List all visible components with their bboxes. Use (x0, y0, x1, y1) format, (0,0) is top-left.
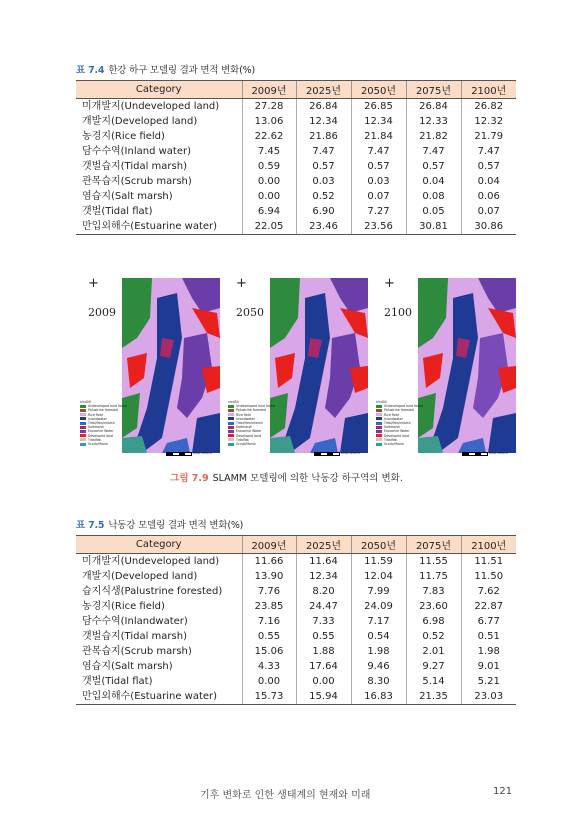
table-row (76, 644, 516, 659)
value-cell: 2.01 (406, 644, 461, 659)
legend-label: Saltmarsh (236, 425, 253, 430)
scale-bar-label: Kilometers (193, 451, 212, 455)
legend-label: Palustrine forested (384, 408, 414, 413)
value-cell: 0.03 (351, 174, 406, 189)
scale-bar (314, 452, 340, 456)
column-header-year: 2075년 (406, 81, 461, 99)
value-cell: 26.82 (461, 99, 516, 115)
table-7-5-caption (76, 517, 243, 531)
table-row (76, 219, 516, 235)
column-header-year: 2075년 (406, 536, 461, 554)
value-cell: 7.62 (461, 584, 516, 599)
value-cell: 12.33 (406, 114, 461, 129)
value-cell: 12.34 (296, 114, 351, 129)
column-header-year: 2100년 (461, 536, 516, 554)
table-row (76, 584, 516, 599)
table-number: 표 7.4 (76, 65, 105, 76)
value-cell: 12.32 (461, 114, 516, 129)
north-marker-icon: + (384, 276, 395, 291)
table-row (76, 189, 516, 204)
value-cell: 12.34 (351, 114, 406, 129)
legend-swatch (80, 434, 86, 437)
land-cover-map (122, 278, 220, 453)
legend-swatch (228, 434, 234, 437)
table-row (76, 554, 516, 570)
value-cell: 24.09 (351, 599, 406, 614)
legend-swatch (228, 430, 234, 433)
value-cell: 23.60 (406, 599, 461, 614)
table-7-4-caption (76, 62, 255, 76)
row-category-cell: 담수수역(Inland water) (82, 146, 191, 157)
column-header-year: 2009년 (242, 81, 296, 99)
legend-swatch (376, 434, 382, 437)
legend-label: Estuarine Water (88, 429, 114, 434)
value-cell: 7.16 (242, 614, 296, 629)
value-cell: 7.47 (351, 144, 406, 159)
column-header-year: 2025년 (296, 536, 351, 554)
legend-label: Developed land (236, 433, 262, 438)
row-category-cell: 염습지(Salt marsh) (82, 191, 173, 202)
table-row (76, 569, 516, 584)
north-marker-icon: + (88, 276, 99, 291)
table-row (76, 99, 516, 115)
value-cell: 12.34 (296, 569, 351, 584)
value-cell: 7.99 (351, 584, 406, 599)
value-cell: 9.27 (406, 659, 461, 674)
column-header-year: 2050년 (351, 536, 406, 554)
value-cell: 0.04 (406, 174, 461, 189)
legend-label: Inlandwater (236, 416, 255, 421)
row-category-cell: 갯벌습지(Tidal marsh) (82, 631, 187, 642)
legend-swatch (80, 405, 86, 408)
map-legend (376, 400, 423, 446)
column-header-year: 2100년 (461, 81, 516, 99)
legend-swatch (228, 422, 234, 425)
figure-7-9-caption (0, 470, 573, 484)
value-cell: 22.87 (461, 599, 516, 614)
table-row (76, 674, 516, 689)
legend-swatch (228, 438, 234, 441)
value-cell: 27.28 (242, 99, 296, 115)
value-cell: 23.85 (242, 599, 296, 614)
legend-swatch (376, 422, 382, 425)
column-header-year: 2009년 (242, 536, 296, 554)
legend-label: Tidal/freshmarsh (236, 421, 263, 426)
legend-swatch (376, 413, 382, 416)
value-cell: 0.57 (351, 159, 406, 174)
legend-swatch (80, 409, 86, 412)
value-cell: 26.84 (406, 99, 461, 115)
scale-bar-label: Kilometers (341, 451, 360, 455)
value-cell: 4.33 (242, 659, 296, 674)
legend-swatch (80, 426, 86, 429)
value-cell: 7.47 (461, 144, 516, 159)
value-cell: 9.01 (461, 659, 516, 674)
value-cell: 24.47 (296, 599, 351, 614)
row-category-cell: 미개발지(Undeveloped land) (82, 556, 220, 567)
value-cell: 26.84 (296, 99, 351, 115)
value-cell: 6.94 (242, 204, 296, 219)
value-cell: 0.00 (242, 174, 296, 189)
legend-label: Tidal/freshmarsh (384, 421, 411, 426)
legend-label: Inlandwater (384, 416, 403, 421)
legend-title: nlcd09 (80, 400, 91, 404)
legend-swatch (80, 422, 86, 425)
row-category-cell: 담수수역(Inlandwater) (82, 616, 188, 627)
value-cell: 21.79 (461, 129, 516, 144)
legend-swatch (376, 443, 382, 446)
value-cell: 23.03 (461, 689, 516, 705)
value-cell: 0.00 (242, 189, 296, 204)
figure-number: 그림 7.9 (170, 473, 209, 484)
value-cell: 0.07 (351, 189, 406, 204)
legend-label: Tidalflat (88, 437, 101, 442)
running-footer-title: 기후 변화로 인한 생태계의 현재와 미래 (200, 790, 371, 801)
row-category-cell: 갯벌(Tidal flat) (82, 676, 153, 687)
row-category-cell: 농경지(Rice field) (82, 601, 165, 612)
value-cell: 21.82 (406, 129, 461, 144)
value-cell: 13.90 (242, 569, 296, 584)
table-title: 낙동강 모델링 결과 면적 변화(%) (108, 520, 244, 531)
column-header-year: 2025년 (296, 81, 351, 99)
scale-bar-label: Kilometers (489, 451, 508, 455)
value-cell: 16.83 (351, 689, 406, 705)
map-legend (228, 400, 275, 446)
legend-label: Developed land (384, 433, 410, 438)
legend-label: Tidal/freshmarsh (88, 421, 115, 426)
legend-label: Scrub/Marsh (88, 442, 108, 447)
legend-label: Saltmarsh (88, 425, 105, 430)
value-cell: 15.73 (242, 689, 296, 705)
value-cell: 6.77 (461, 614, 516, 629)
value-cell: 1.98 (461, 644, 516, 659)
value-cell: 11.51 (461, 554, 516, 570)
row-category-cell: 개발지(Developed land) (82, 116, 198, 127)
row-category-cell: 관목습지(Scrub marsh) (82, 176, 192, 187)
value-cell: 0.06 (461, 189, 516, 204)
figure-7-9 (76, 270, 526, 460)
legend-swatch (80, 430, 86, 433)
value-cell: 0.03 (296, 174, 351, 189)
value-cell: 0.07 (461, 204, 516, 219)
value-cell: 11.64 (296, 554, 351, 570)
legend-label: Scrub/Marsh (384, 442, 404, 447)
legend-label: Rice field (88, 412, 103, 417)
value-cell: 0.59 (242, 159, 296, 174)
legend-swatch (376, 405, 382, 408)
figure-title: SLAMM 모델링에 의한 낙동강 하구역의 변화. (212, 473, 403, 484)
legend-label: Rice field (384, 412, 399, 417)
page-number: 121 (493, 786, 513, 797)
legend-swatch (228, 417, 234, 420)
table-row (76, 614, 516, 629)
value-cell: 7.33 (296, 614, 351, 629)
row-category-cell: 갯벌(Tidal flat) (82, 206, 153, 217)
value-cell: 11.55 (406, 554, 461, 570)
legend-swatch (228, 413, 234, 416)
value-cell: 12.04 (351, 569, 406, 584)
land-cover-map (270, 278, 368, 453)
table-title: 한강 하구 모델링 결과 면적 변화(%) (108, 65, 255, 76)
value-cell: 1.98 (351, 644, 406, 659)
value-cell: 0.57 (296, 159, 351, 174)
legend-label: Saltmarsh (384, 425, 401, 430)
legend-swatch (80, 443, 86, 446)
legend-swatch (228, 405, 234, 408)
legend-swatch (376, 430, 382, 433)
table-row (76, 689, 516, 705)
value-cell: 7.76 (242, 584, 296, 599)
legend-label: Undeveloped land forest (384, 404, 424, 409)
map-year-label: 2009 (88, 306, 116, 319)
value-cell: 15.94 (296, 689, 351, 705)
value-cell: 23.46 (296, 219, 351, 235)
value-cell: 7.27 (351, 204, 406, 219)
scale-bar (462, 452, 488, 456)
value-cell: 11.50 (461, 569, 516, 584)
value-cell: 7.17 (351, 614, 406, 629)
value-cell: 13.06 (242, 114, 296, 129)
value-cell: 0.00 (296, 674, 351, 689)
legend-label: Estuarine Water (236, 429, 262, 434)
value-cell: 0.57 (406, 159, 461, 174)
table-row (76, 599, 516, 614)
row-category-cell: 습지식생(Palustrine forested) (82, 586, 223, 597)
value-cell: 0.00 (242, 674, 296, 689)
row-category-cell: 갯벌습지(Tidal marsh) (82, 161, 187, 172)
legend-label: Palustrine forested (236, 408, 266, 413)
value-cell: 0.54 (351, 629, 406, 644)
value-cell: 5.14 (406, 674, 461, 689)
value-cell: 21.35 (406, 689, 461, 705)
table-row (76, 204, 516, 219)
value-cell: 0.51 (461, 629, 516, 644)
value-cell: 6.90 (296, 204, 351, 219)
column-header-year: 2050년 (351, 81, 406, 99)
legend-label: Developed land (88, 433, 114, 438)
legend-label: Undeveloped land forest (88, 404, 128, 409)
table-row (76, 144, 516, 159)
legend-label: Tidalflat (236, 437, 249, 442)
legend-label: Palustrine forested (88, 408, 118, 413)
legend-swatch (376, 438, 382, 441)
legend-title: nlcd00 (376, 400, 387, 404)
row-category-cell: 만입외해수(Estuarine water) (76, 689, 242, 705)
value-cell: 11.59 (351, 554, 406, 570)
value-cell: 8.30 (351, 674, 406, 689)
legend-item (80, 442, 127, 446)
land-cover-map (418, 278, 516, 453)
value-cell: 7.47 (406, 144, 461, 159)
table-number: 표 7.5 (76, 520, 105, 531)
legend-label: Scrub/Marsh (236, 442, 256, 447)
table-row (76, 629, 516, 644)
table-row (76, 159, 516, 174)
table-row (76, 659, 516, 674)
row-category-cell: 염습지(Salt marsh) (82, 661, 173, 672)
legend-label: Inlandwater (88, 416, 107, 421)
row-category-cell: 관목습지(Scrub marsh) (82, 646, 192, 657)
value-cell: 0.52 (296, 189, 351, 204)
value-cell: 0.08 (406, 189, 461, 204)
value-cell: 11.66 (242, 554, 296, 570)
value-cell: 11.75 (406, 569, 461, 584)
row-category-cell: 미개발지(Undeveloped land) (82, 101, 220, 112)
legend-swatch (376, 426, 382, 429)
legend-title: nlcd50 (228, 400, 239, 404)
column-header-category: Category (76, 536, 242, 554)
table-7-4 (76, 80, 516, 235)
table-row (76, 129, 516, 144)
legend-label: Rice field (236, 412, 251, 417)
value-cell: 0.05 (406, 204, 461, 219)
row-category-cell: 만입외해수(Estuarine water) (76, 219, 242, 235)
legend-label: Estuarine Water (384, 429, 410, 434)
legend-swatch (228, 443, 234, 446)
value-cell: 15.06 (242, 644, 296, 659)
row-category-cell: 농경지(Rice field) (82, 131, 165, 142)
legend-swatch (80, 413, 86, 416)
value-cell: 30.81 (406, 219, 461, 235)
value-cell: 0.52 (406, 629, 461, 644)
value-cell: 7.45 (242, 144, 296, 159)
value-cell: 17.64 (296, 659, 351, 674)
map-year-label: 2100 (384, 306, 412, 319)
table-7-5 (76, 535, 516, 705)
legend-swatch (228, 409, 234, 412)
value-cell: 1.88 (296, 644, 351, 659)
column-header-category: Category (76, 81, 242, 99)
value-cell: 22.62 (242, 129, 296, 144)
scale-bar (166, 452, 192, 456)
value-cell: 22.05 (242, 219, 296, 235)
value-cell: 0.55 (296, 629, 351, 644)
legend-swatch (376, 417, 382, 420)
legend-swatch (376, 409, 382, 412)
value-cell: 5.21 (461, 674, 516, 689)
table-row (76, 174, 516, 189)
value-cell: 21.84 (351, 129, 406, 144)
value-cell: 0.55 (242, 629, 296, 644)
north-marker-icon: + (236, 276, 247, 291)
value-cell: 9.46 (351, 659, 406, 674)
value-cell: 21.86 (296, 129, 351, 144)
legend-item (228, 442, 275, 446)
legend-label: Tidalflat (384, 437, 397, 442)
legend-item (376, 442, 423, 446)
value-cell: 23.56 (351, 219, 406, 235)
legend-swatch (80, 438, 86, 441)
value-cell: 0.04 (461, 174, 516, 189)
legend-label: Undeveloped land forest (236, 404, 276, 409)
row-category-cell: 개발지(Developed land) (82, 571, 198, 582)
value-cell: 30.86 (461, 219, 516, 235)
value-cell: 6.98 (406, 614, 461, 629)
table-row (76, 114, 516, 129)
value-cell: 7.83 (406, 584, 461, 599)
legend-swatch (80, 417, 86, 420)
value-cell: 0.57 (461, 159, 516, 174)
value-cell: 7.47 (296, 144, 351, 159)
map-legend (80, 400, 127, 446)
legend-swatch (228, 426, 234, 429)
value-cell: 8.20 (296, 584, 351, 599)
map-year-label: 2050 (236, 306, 264, 319)
value-cell: 26.85 (351, 99, 406, 115)
